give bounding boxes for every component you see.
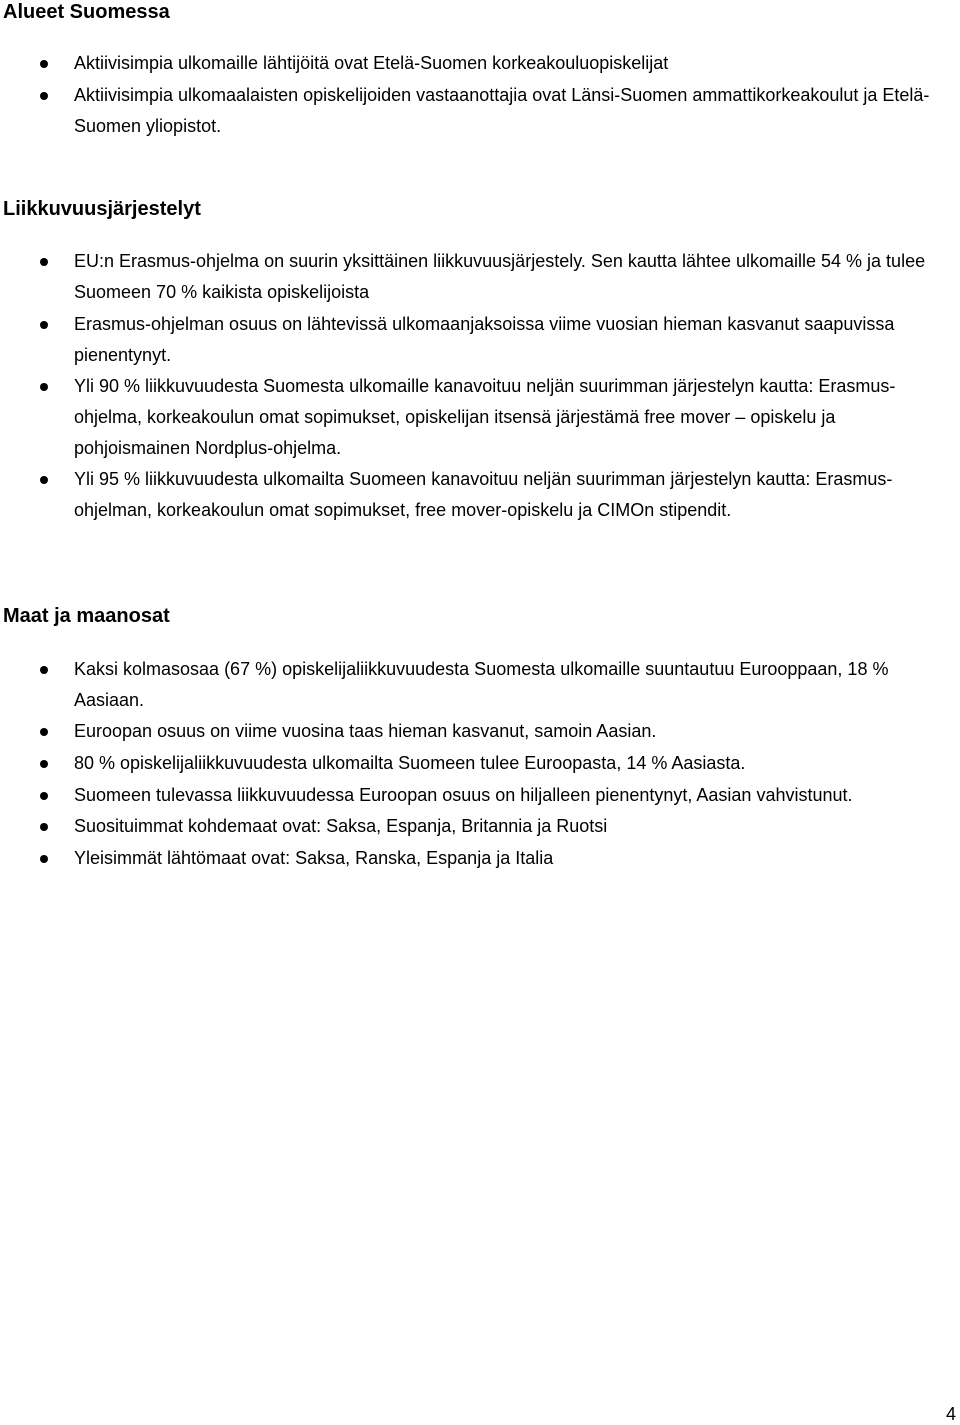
list-item-text: Erasmus-ohjelman osuus on lähtevissä ulkomaanjaksoissa viime vuosian hieman kasvanut saapuvissa pienentynyt.	[74, 314, 895, 365]
bullet-icon	[40, 383, 48, 391]
list-item-text: Yleisimmät lähtömaat ovat: Saksa, Ranska, Espanja ja Italia	[74, 848, 554, 868]
list-item-text: Aktiivisimpia ulkomaille lähtijöitä ovat Etelä-Suomen korkeakouluopiskelijat	[74, 53, 669, 73]
list-item-text: 80 % opiskelijaliikkuvuudesta ulkomailta Suomeen tulee Euroopasta, 14 % Aasiasta.	[74, 753, 746, 773]
list-item-text: Yli 95 % liikkuvuudesta ulkomailta Suomeen kanavoituu neljän suurimman järjestelyn kautta: Erasmus-ohjelman, korkeakoulun omat sopimukset, free mover-opiskelu ja CIMOn stipendit.	[74, 469, 893, 520]
bullet-icon	[40, 760, 48, 768]
bullet-icon	[40, 728, 48, 736]
list-item-text: Kaksi kolmasosaa (67 %) opiskelijaliikkuvuudesta Suomesta ulkomaille suuntautuu Eurooppaan, 18 % Aasiaan.	[74, 659, 889, 710]
list-item-text: Euroopan osuus on viime vuosina taas hieman kasvanut, samoin Aasian.	[74, 721, 657, 741]
bullet-icon	[40, 258, 48, 266]
section-heading-liikkuvuusjarjestelyt: Liikkuvuusjärjestelyt	[3, 198, 201, 220]
bullet-icon	[40, 60, 48, 68]
bullet-icon	[40, 823, 48, 831]
bullet-icon	[40, 666, 48, 674]
page-number: 4	[945, 1404, 956, 1424]
bullet-icon	[40, 855, 48, 863]
list-item-text: Suomeen tulevassa liikkuvuudessa Euroopan osuus on hiljalleen pienentynyt, Aasian vahvistunut.	[74, 785, 853, 805]
bullet-icon	[40, 476, 48, 484]
bullet-icon	[40, 792, 48, 800]
section-heading-maat-ja-maanosat: Maat ja maanosat	[3, 605, 170, 627]
list-item-text: Yli 90 % liikkuvuudesta Suomesta ulkomaille kanavoituu neljän suurimman järjestelyn kautta: Erasmus-ohjelma, korkeakoulun omat sopimukset, opiskelijan itsensä järjestämä free mover – opiskelu ja pohjoismainen Nordplus-ohjelma.	[74, 376, 896, 458]
list-item-text: Aktiivisimpia ulkomaalaisten opiskelijoiden vastaanottajia ovat Länsi-Suomen ammattikorkeakoulut ja Etelä-Suomen yliopistot.	[74, 85, 930, 136]
list-item-text: EU:n Erasmus-ohjelma on suurin yksittäinen liikkuvuusjärjestely. Sen kautta lähtee ulkomaille 54 % ja tulee Suomeen 70 % kaikista opiskelijoista	[74, 251, 926, 302]
bullet-icon	[40, 321, 48, 329]
bullet-icon	[40, 92, 48, 100]
list-item-text: Suosituimmat kohdemaat ovat: Saksa, Espanja, Britannia ja Ruotsi	[74, 816, 608, 836]
section-heading-alueet: Alueet Suomessa	[3, 1, 170, 23]
